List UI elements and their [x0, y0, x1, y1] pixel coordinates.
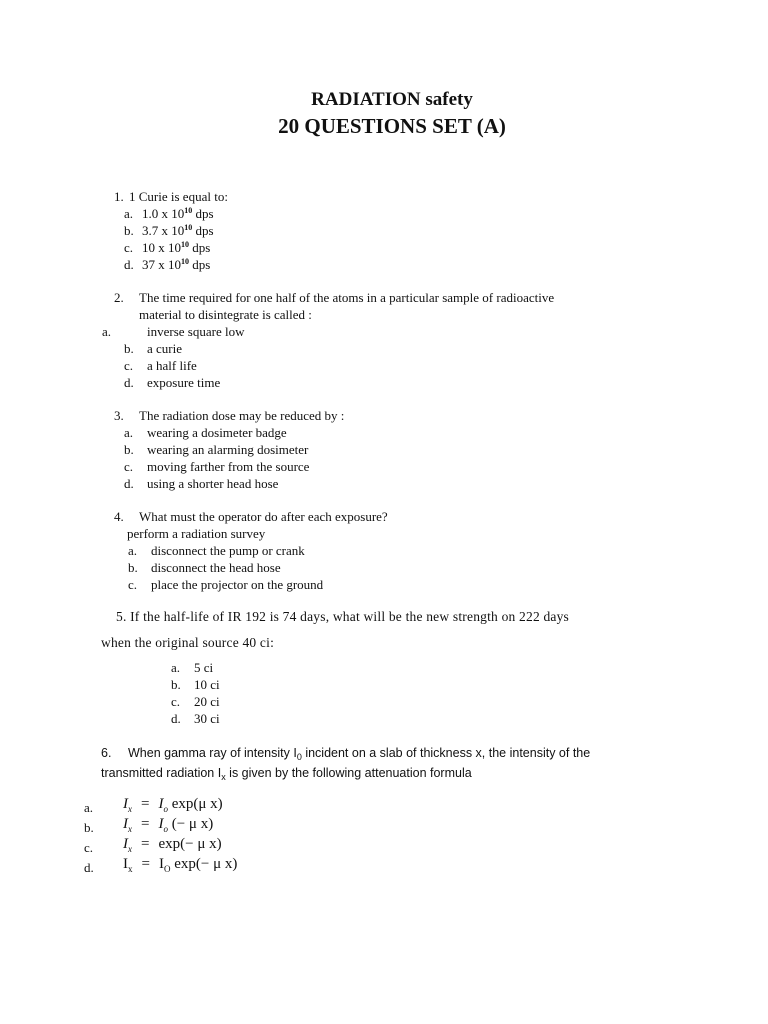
option-letter: b.	[171, 677, 181, 692]
question-text: The radiation dose may be reduced by :	[139, 408, 345, 423]
option-text: 30 ci	[194, 711, 220, 726]
question-text: What must the operator do after each exposure?	[139, 509, 388, 524]
option-letter: d.	[124, 375, 134, 390]
option-letter: c.	[124, 459, 134, 474]
question-number: 2.	[114, 290, 124, 305]
question-text: 5. If the half-life of IR 192 is 74 days, what will be the new strength on 222 days	[116, 609, 570, 624]
option-text: 3.7 x $10^{10}$ dps	[142, 223, 214, 238]
option-letter: c.	[124, 240, 134, 255]
option-letter: a.	[84, 800, 94, 815]
question-number: 4.	[114, 509, 124, 524]
option-letter: c.	[124, 358, 134, 373]
formula-d: $I_x = I_O$ exp(− μ x)	[123, 856, 238, 874]
option-text: exposure time	[147, 375, 221, 390]
option-letter: d.	[84, 860, 94, 875]
option-text: a half life	[147, 358, 197, 373]
option-letter: a.	[124, 206, 134, 221]
option-letter: a.	[124, 425, 134, 440]
option-text: wearing an alarming dosimeter	[147, 442, 309, 457]
formula-b: $I_x = I_o$ (− μ x)	[123, 816, 214, 834]
option-letter: b.	[84, 820, 94, 835]
question-text-continued: when the original source 40 ci:	[101, 635, 275, 650]
question-answer-line: perform a radiation survey	[127, 526, 266, 541]
question-text-continued: transmitted radiation $I_x$ is given by the following attenuation formula	[101, 766, 472, 782]
option-text: a curie	[147, 341, 183, 356]
question-text: 1 Curie is equal to:	[129, 189, 228, 204]
option-letter: d.	[124, 257, 134, 272]
formula-c: $I_x = \exp(- \mu$ x)	[123, 836, 222, 854]
option-letter: d.	[171, 711, 181, 726]
option-text: 10 x $10^{10}$ dps	[142, 240, 211, 255]
option-text: 10 ci	[194, 677, 220, 692]
option-letter: b.	[124, 341, 134, 356]
option-text: disconnect the pump or crank	[151, 543, 305, 558]
document-title: RADIATION safety	[311, 89, 473, 110]
formula-a: $I_x = I_o$ exp(μ x)	[123, 796, 223, 814]
question-text: The time required for one half of the atoms in a particular sample of radioactive	[139, 290, 555, 305]
option-letter: a.	[128, 543, 138, 558]
option-text: 20 ci	[194, 694, 220, 709]
question-number: 6.	[101, 746, 112, 760]
option-text: 5 ci	[194, 660, 214, 675]
option-text: 1.0 x $10^{10}$ dps	[142, 206, 214, 221]
question-text-continued: material to disintegrate is called :	[139, 307, 312, 322]
option-letter: c.	[128, 577, 138, 592]
question-text: When gamma ray of intensity $I_0$ incident on a slab of thickness x, the intensity of the	[128, 746, 591, 762]
option-letter: c.	[171, 694, 181, 709]
option-text: using a shorter head hose	[147, 476, 279, 491]
option-letter: b.	[128, 560, 138, 575]
option-text: inverse square low	[147, 324, 245, 339]
option-letter: c.	[84, 840, 94, 855]
option-text: 37 x $10^{10}$ dps	[142, 257, 211, 272]
option-letter: d.	[124, 476, 134, 491]
option-text: wearing a dosimeter badge	[147, 425, 287, 440]
option-text: moving farther from the source	[147, 459, 310, 474]
option-letter: b.	[124, 223, 134, 238]
option-letter: a.	[102, 324, 112, 339]
question-number: 3.	[114, 408, 124, 423]
option-text: disconnect the head hose	[151, 560, 281, 575]
option-text: place the projector on the ground	[151, 577, 324, 592]
option-letter: a.	[171, 660, 181, 675]
document-subtitle: 20 QUESTIONS SET (A)	[278, 114, 506, 138]
question-number: 1.	[114, 189, 124, 204]
option-letter: b.	[124, 442, 134, 457]
